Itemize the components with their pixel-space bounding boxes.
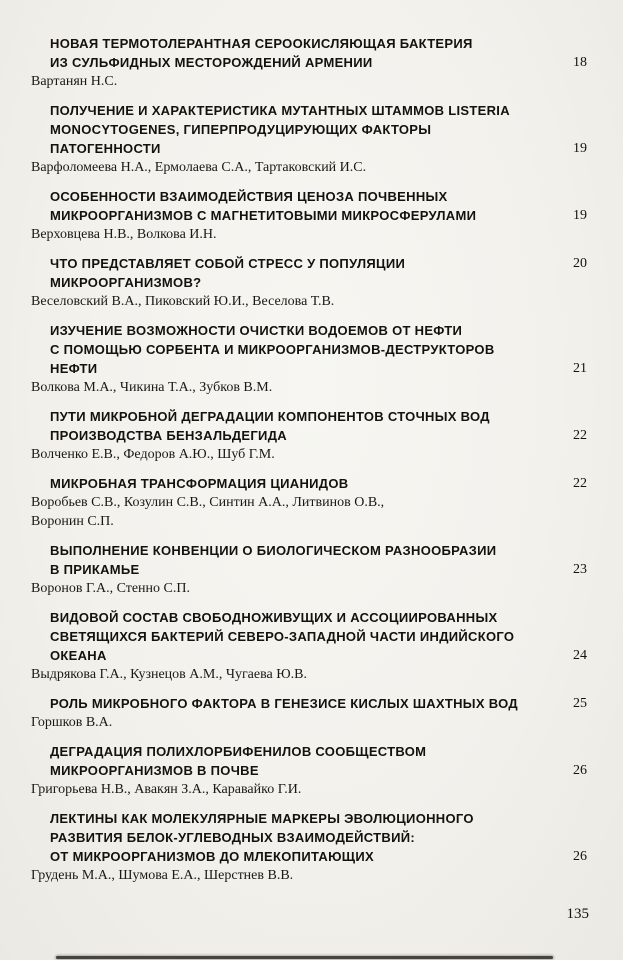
entry-authors: Воронин С.П. — [31, 514, 114, 529]
entry-title-line: ИЗУЧЕНИЕ ВОЗМОЖНОСТИ ОЧИСТКИ ВОДОЕМОВ ОТ НЕФТИ — [50, 323, 463, 338]
entry-title-line: МИКРООРГАНИЗМОВ В ПОЧВЕ — [50, 763, 259, 778]
entry-page-number: 26 — [573, 849, 587, 864]
entry-title-line: ОТ МИКРООРГАНИЗМОВ ДО МЛЕКОПИТАЮЩИХ — [50, 849, 374, 864]
toc-entry — [0, 694, 623, 732]
entry-authors: Выдрякова Г.А., Кузнецов А.М., Чугаева Ю.В. — [31, 667, 307, 682]
entry-page-number: 22 — [573, 428, 587, 443]
entry-title-line: МИКРООРГАНИЗМОВ? — [50, 275, 202, 290]
entry-page-number: 19 — [573, 208, 587, 223]
entry-page-number: 22 — [573, 476, 587, 491]
entry-authors: Веселовский В.А., Пиковский Ю.И., Веселова Т.В. — [31, 294, 335, 309]
entry-title-line: С ПОМОЩЬЮ СОРБЕНТА И МИКРООРГАНИЗМОВ-ДЕСТРУКТОРОВ — [50, 342, 495, 357]
entry-title-line: ОКЕАНА — [50, 648, 107, 663]
toc-entry — [0, 254, 623, 311]
entry-authors: Волкова М.А., Чикина Т.А., Зубков В.М. — [31, 380, 273, 395]
entry-title-line: МИКРОБНАЯ ТРАНСФОРМАЦИЯ ЦИАНИДОВ — [50, 476, 349, 491]
entry-title — [50, 187, 551, 225]
toc-entry — [0, 474, 623, 531]
entry-title-line: ВИДОВОЙ СОСТАВ СВОБОДНОЖИВУЩИХ И АССОЦИИРОВАННЫХ — [50, 610, 498, 625]
toc-entry — [0, 34, 623, 91]
toc-entry — [0, 742, 623, 799]
entry-title-line: НЕФТИ — [50, 361, 98, 376]
toc-entry — [0, 187, 623, 244]
entry-title-line: ВЫПОЛНЕНИЕ КОНВЕНЦИИ О БИОЛОГИЧЕСКОМ РАЗНООБРАЗИИ — [50, 543, 497, 558]
page-folio: 135 — [566, 906, 589, 922]
entry-page-number: 18 — [573, 55, 587, 70]
entry-title-line: ЛЕКТИНЫ КАК МОЛЕКУЛЯРНЫЕ МАРКЕРЫ ЭВОЛЮЦИОННОГО — [50, 811, 474, 826]
toc-entry — [0, 407, 623, 464]
toc-entry — [0, 321, 623, 397]
entry-title-line: ДЕГРАДАЦИЯ ПОЛИХЛОРБИФЕНИЛОВ СООБЩЕСТВОМ — [50, 744, 427, 759]
entry-title — [50, 101, 551, 158]
entry-title — [50, 742, 551, 780]
entry-authors: Варфоломеева Н.А., Ермолаева С.А., Тартаковский И.С. — [31, 160, 367, 175]
entry-title — [50, 254, 551, 292]
toc-entry — [0, 809, 623, 885]
entry-title-line: СВЕТЯЩИХСЯ БАКТЕРИЙ СЕВЕРО-ЗАПАДНОЙ ЧАСТИ ИНДИЙСКОГО — [50, 629, 515, 644]
entry-title-line: ОСОБЕННОСТИ ВЗАИМОДЕЙСТВИЯ ЦЕНОЗА ПОЧВЕННЫХ — [50, 189, 448, 204]
entry-page-number: 23 — [573, 562, 587, 577]
entry-title — [50, 694, 551, 713]
entry-authors: Грудень М.А., Шумова Е.А., Шерстнев В.В. — [31, 868, 294, 883]
toc-entry — [0, 608, 623, 684]
entry-title — [50, 407, 551, 445]
entry-title-line: РОЛЬ МИКРОБНОГО ФАКТОРА В ГЕНЕЗИСЕ КИСЛЫХ ШАХТНЫХ ВОД — [50, 696, 518, 711]
entry-authors: Горшков В.А. — [31, 715, 113, 730]
entry-title-line: В ПРИКАМЬЕ — [50, 562, 140, 577]
entry-authors: Волченко Е.В., Федоров А.Ю., Шуб Г.М. — [31, 447, 275, 462]
entry-title-line: MONOCYTOGENES, ГИПЕРПРОДУЦИРУЮЩИХ ФАКТОРЫ — [50, 122, 432, 137]
entry-page-number: 24 — [573, 648, 587, 663]
entry-title — [50, 809, 551, 866]
entry-title-line: ПОЛУЧЕНИЕ И ХАРАКТЕРИСТИКА МУТАНТНЫХ ШТАММОВ LISTERIA — [50, 103, 510, 118]
entry-title — [50, 541, 551, 579]
entry-authors: Воронов Г.А., Стенно С.П. — [31, 581, 190, 596]
entry-authors: Верховцева Н.В., Волкова И.Н. — [31, 227, 217, 242]
toc-list — [0, 34, 623, 895]
entry-title-line: ИЗ СУЛЬФИДНЫХ МЕСТОРОЖДЕНИЙ АРМЕНИИ — [50, 55, 373, 70]
entry-authors: Вартанян Н.С. — [31, 74, 118, 89]
toc-entry — [0, 101, 623, 177]
entry-authors: Григорьева Н.В., Авакян З.А., Каравайко Г.И. — [31, 782, 302, 797]
entry-title — [50, 474, 551, 493]
entry-page-number: 25 — [573, 696, 587, 711]
entry-title — [50, 321, 551, 378]
entry-title-line: ЧТО ПРЕДСТАВЛЯЕТ СОБОЙ СТРЕСС У ПОПУЛЯЦИИ — [50, 256, 406, 271]
entry-title — [50, 608, 551, 665]
entry-page-number: 20 — [573, 256, 587, 271]
entry-title-line: НОВАЯ ТЕРМОТОЛЕРАНТНАЯ СЕРООКИСЛЯЮЩАЯ БАКТЕРИЯ — [50, 36, 473, 51]
entry-title — [50, 34, 551, 72]
entry-title-line: МИКРООРГАНИЗМОВ С МАГНЕТИТОВЫМИ МИКРОСФЕРУЛАМИ — [50, 208, 477, 223]
entry-title-line: ПУТИ МИКРОБНОЙ ДЕГРАДАЦИИ КОМПОНЕНТОВ СТОЧНЫХ ВОД — [50, 409, 490, 424]
entry-title-line: ПРОИЗВОДСТВА БЕНЗАЛЬДЕГИДА — [50, 428, 287, 443]
entry-authors: Воробьев С.В., Козулин С.В., Синтин А.А., Литвинов О.В., — [31, 495, 385, 510]
entry-page-number: 26 — [573, 763, 587, 778]
entry-page-number: 21 — [573, 361, 587, 376]
entry-title-line: РАЗВИТИЯ БЕЛОК-УГЛЕВОДНЫХ ВЗАИМОДЕЙСТВИЙ: — [50, 830, 415, 845]
toc-entry — [0, 541, 623, 598]
entry-title-line: ПАТОГЕННОСТИ — [50, 141, 161, 156]
entry-page-number: 19 — [573, 141, 587, 156]
scan-edge-artifact — [56, 956, 553, 959]
